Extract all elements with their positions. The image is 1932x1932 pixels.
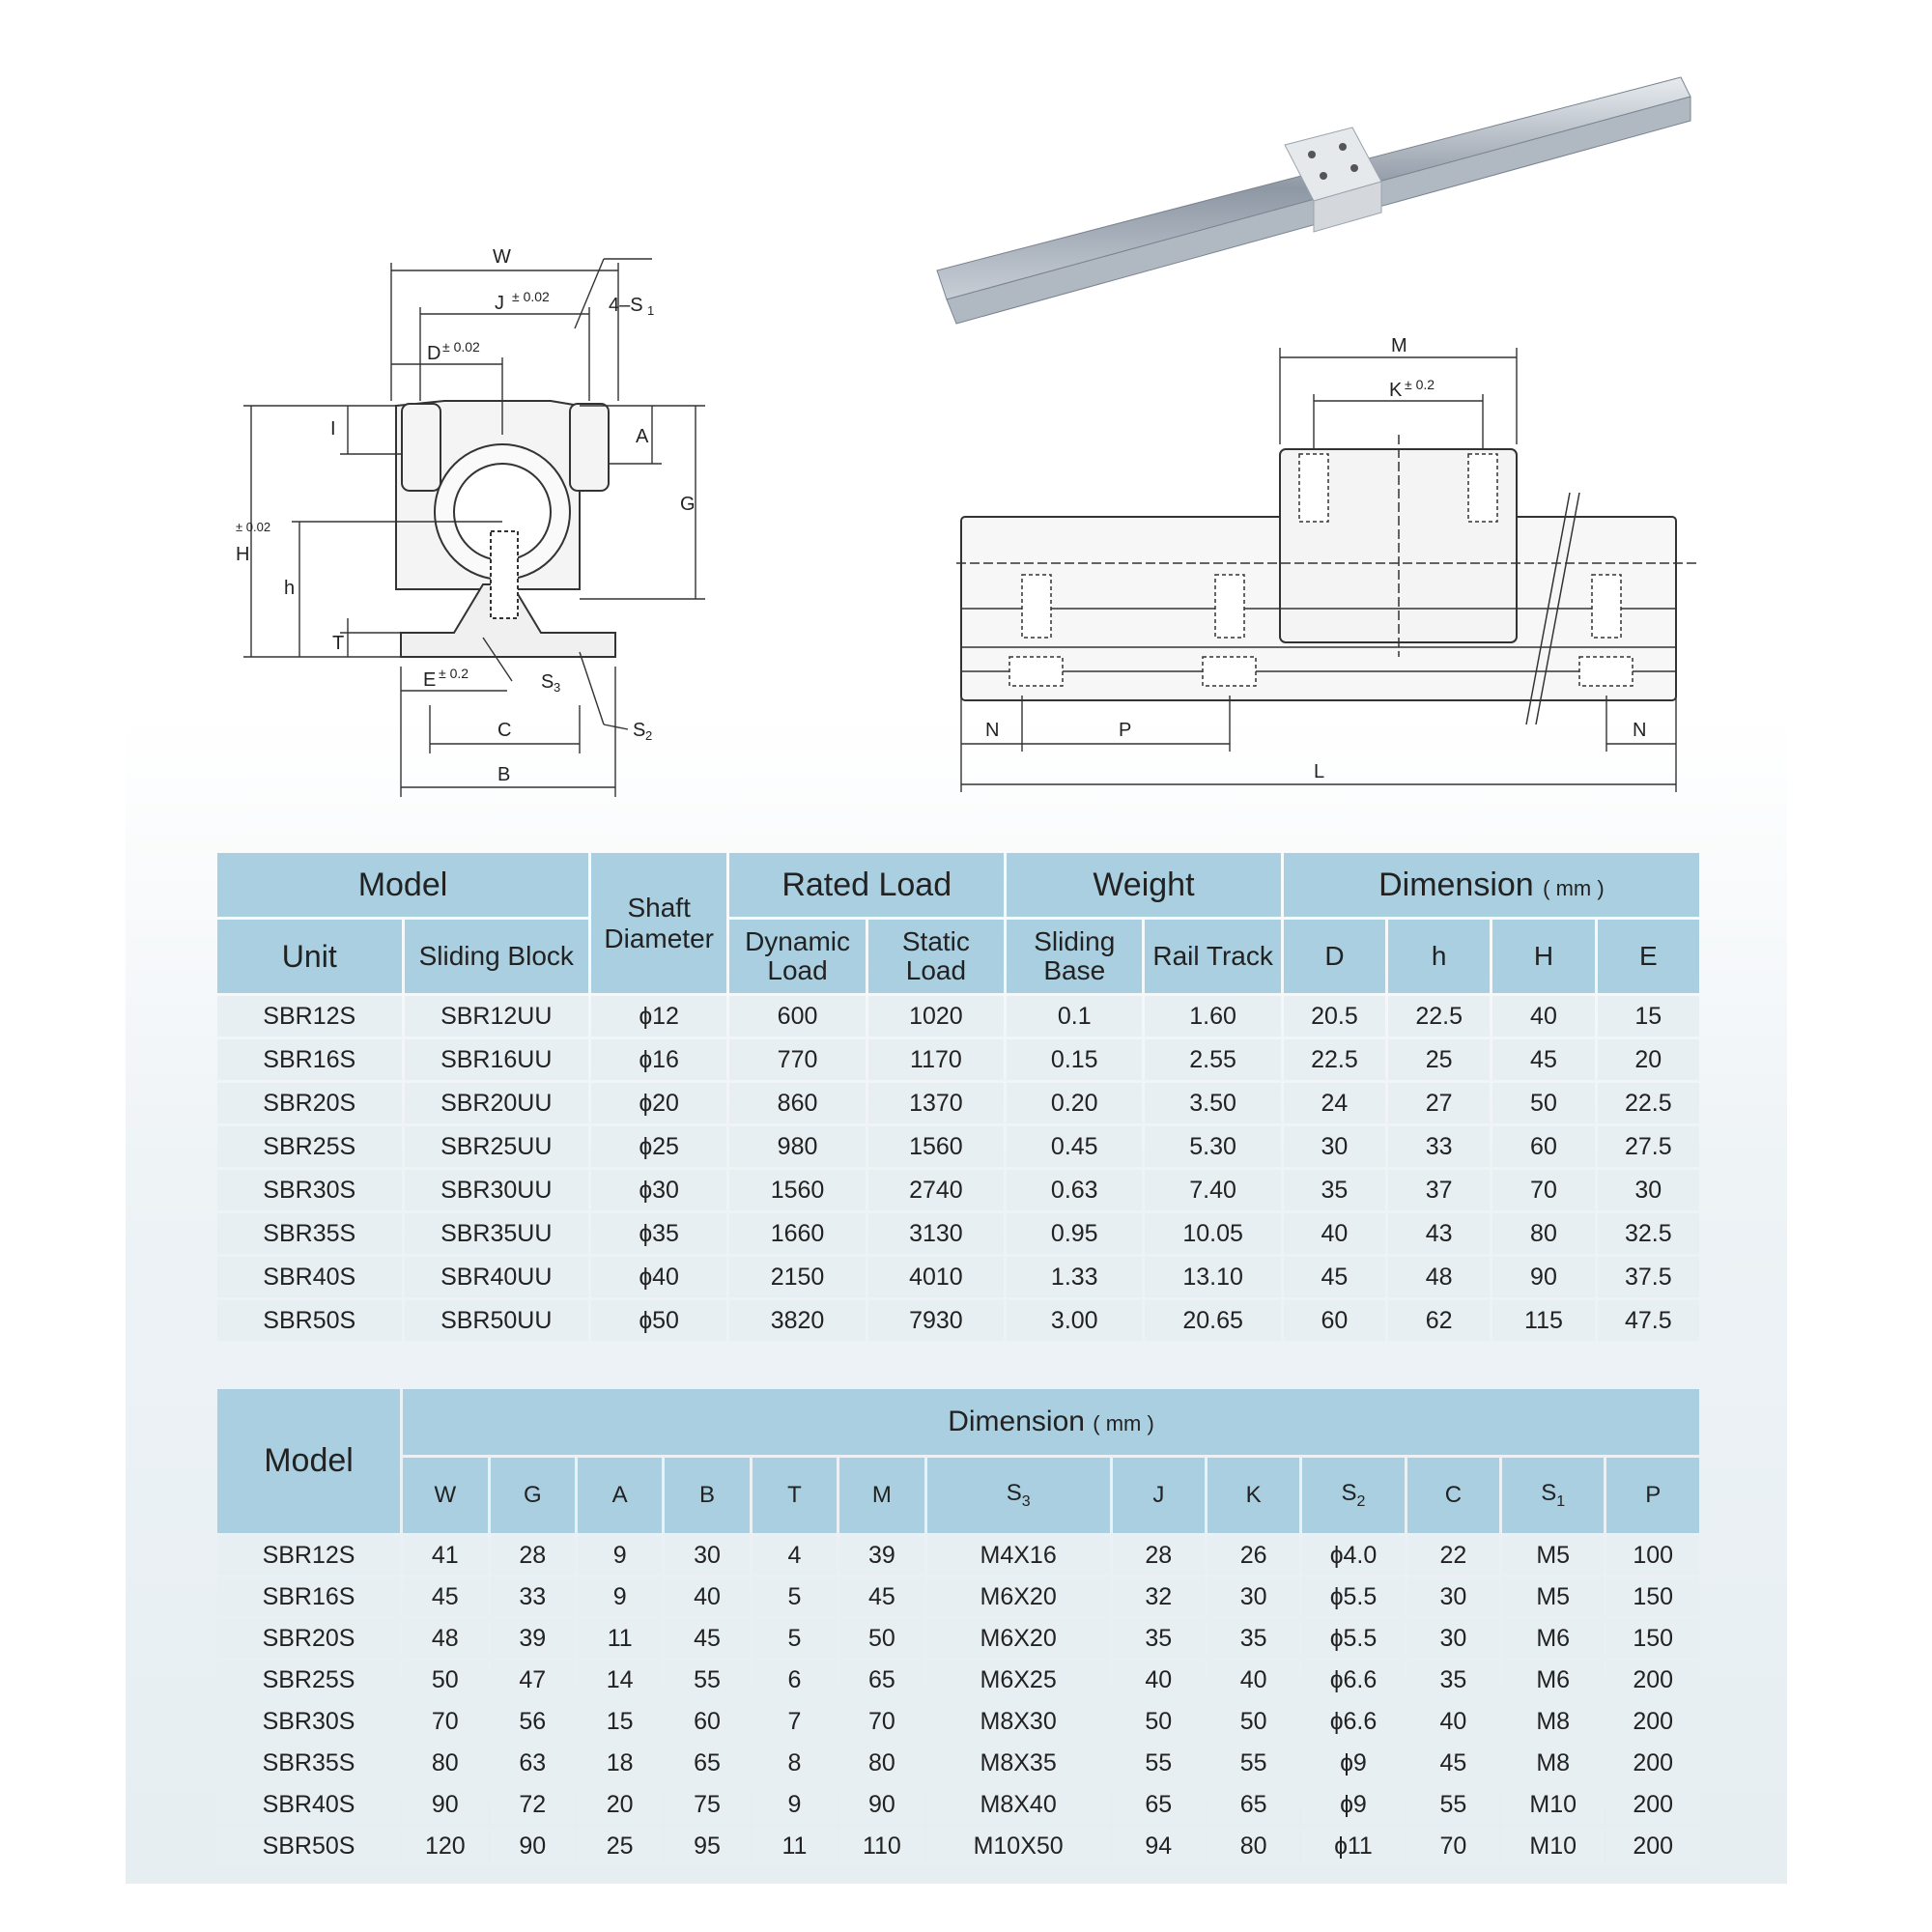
cell-sliding-base: 0.95	[1007, 1213, 1142, 1254]
cell-S3: M8X40	[927, 1785, 1110, 1824]
cell-K: 80	[1208, 1827, 1299, 1865]
cell-rail-track: 3.50	[1145, 1083, 1280, 1123]
cell-A: 25	[578, 1827, 662, 1865]
cell-D: 60	[1284, 1300, 1385, 1341]
cell-P: 200	[1606, 1702, 1699, 1741]
cell-E: 27.5	[1598, 1126, 1699, 1167]
header-col-B: B	[665, 1458, 749, 1533]
cell-B: 30	[665, 1536, 749, 1575]
header-col-C: C	[1407, 1458, 1499, 1533]
label-C: C	[497, 720, 512, 741]
cell-h: 25	[1388, 1039, 1490, 1080]
cell-h: 27	[1388, 1083, 1490, 1123]
cell-unit: SBR40S	[217, 1257, 402, 1297]
cell-W: 70	[403, 1702, 488, 1741]
header-H: H	[1492, 920, 1594, 993]
label-D-tol: ± 0.02	[442, 339, 480, 355]
label-J-tol: ± 0.02	[512, 289, 550, 304]
table-row	[217, 1619, 1699, 1658]
cell-S3: M6X25	[927, 1661, 1110, 1699]
header-col-S2: $S_2$	[1302, 1458, 1404, 1533]
cell-P: 150	[1606, 1619, 1699, 1658]
cell-static: 1020	[868, 996, 1004, 1037]
cell-E: 32.5	[1598, 1213, 1699, 1254]
cell-A: 9	[578, 1536, 662, 1575]
cell-S1: M6	[1502, 1619, 1604, 1658]
cell-B: 95	[665, 1827, 749, 1865]
cell-G: 90	[491, 1827, 575, 1865]
cell-sliding-block: SBR30UU	[405, 1170, 589, 1210]
cell-shaft: ɸ40	[591, 1257, 726, 1297]
table-row	[217, 1536, 1699, 1575]
label-T: T	[332, 633, 345, 654]
cell-shaft: ɸ35	[591, 1213, 726, 1254]
cell-dynamic: 600	[729, 996, 865, 1037]
cell-sliding-block: SBR16UU	[405, 1039, 589, 1080]
cell-h: 37	[1388, 1170, 1490, 1210]
cell-S3: M4X16	[927, 1536, 1110, 1575]
cell-static: 7930	[868, 1300, 1004, 1341]
cross-section-drawing	[222, 242, 724, 811]
cell-T: 5	[753, 1577, 837, 1616]
table-row	[217, 1083, 1699, 1123]
cell-C: 30	[1407, 1619, 1499, 1658]
cell-E: 20	[1598, 1039, 1699, 1080]
rail-image-svg	[927, 68, 1700, 357]
spec-table-dimension	[214, 1386, 1702, 1868]
header-h: h	[1388, 920, 1490, 993]
cross-section-svg	[222, 242, 724, 811]
cell-W: 45	[403, 1577, 488, 1616]
cell-K: 55	[1208, 1744, 1299, 1782]
cell-W: 50	[403, 1661, 488, 1699]
cell-unit: SBR30S	[217, 1170, 402, 1210]
header-dimension-2: Dimension ( mm )	[403, 1389, 1699, 1455]
label-S2-sub: 2	[645, 728, 653, 743]
cell-G: 39	[491, 1619, 575, 1658]
table-row	[217, 996, 1699, 1037]
cell-A: 14	[578, 1661, 662, 1699]
cell-sliding-base: 3.00	[1007, 1300, 1142, 1341]
cell-dynamic: 770	[729, 1039, 865, 1080]
cell-D: 35	[1284, 1170, 1385, 1210]
cell-T: 11	[753, 1827, 837, 1865]
label-K: K	[1389, 380, 1403, 401]
cell-shaft: ɸ25	[591, 1126, 726, 1167]
cell-T: 7	[753, 1702, 837, 1741]
cell-sliding-block: SBR12UU	[405, 996, 589, 1037]
label-E-tol: ± 0.2	[439, 666, 469, 681]
label-A: A	[636, 426, 649, 447]
cell-model: SBR35S	[217, 1744, 400, 1782]
cell-model: SBR20S	[217, 1619, 400, 1658]
cell-sliding-block: SBR35UU	[405, 1213, 589, 1254]
table-row	[217, 1126, 1699, 1167]
cell-static: 1560	[868, 1126, 1004, 1167]
cell-S2: ɸ6.6	[1302, 1702, 1404, 1741]
cell-S1: M8	[1502, 1744, 1604, 1782]
cell-h: 62	[1388, 1300, 1490, 1341]
cell-H: 80	[1492, 1213, 1594, 1254]
table-row	[217, 1170, 1699, 1210]
cell-static: 3130	[868, 1213, 1004, 1254]
header-rail-track: Rail Track	[1145, 920, 1280, 993]
header-D: D	[1284, 920, 1385, 993]
header-col-G: G	[491, 1458, 575, 1533]
cell-B: 60	[665, 1702, 749, 1741]
cell-C: 45	[1407, 1744, 1499, 1782]
cell-unit: SBR20S	[217, 1083, 402, 1123]
cell-T: 5	[753, 1619, 837, 1658]
label-L: L	[1314, 761, 1325, 782]
table1-body	[217, 996, 1699, 1341]
cell-G: 33	[491, 1577, 575, 1616]
table-row	[217, 1300, 1699, 1341]
cell-S2: ɸ5.5	[1302, 1619, 1404, 1658]
cell-sliding-block: SBR20UU	[405, 1083, 589, 1123]
cell-h: 33	[1388, 1126, 1490, 1167]
cell-rail-track: 2.55	[1145, 1039, 1280, 1080]
table-row	[217, 1039, 1699, 1080]
cell-J: 65	[1113, 1785, 1205, 1824]
header-model: Model	[217, 853, 588, 917]
table2-body	[217, 1536, 1699, 1865]
cell-S2: ɸ11	[1302, 1827, 1404, 1865]
cell-rail-track: 20.65	[1145, 1300, 1280, 1341]
cell-B: 75	[665, 1785, 749, 1824]
cell-S2: ɸ5.5	[1302, 1577, 1404, 1616]
cell-A: 9	[578, 1577, 662, 1616]
header-unit: Unit	[217, 920, 402, 993]
table-row	[217, 1213, 1699, 1254]
cell-static: 1370	[868, 1083, 1004, 1123]
cell-shaft: ɸ30	[591, 1170, 726, 1210]
side-view-svg	[956, 338, 1710, 802]
cell-T: 8	[753, 1744, 837, 1782]
cell-M: 65	[839, 1661, 924, 1699]
label-S3-sub: 3	[554, 680, 561, 695]
cell-static: 1170	[868, 1039, 1004, 1080]
header-model-2: Model	[217, 1389, 400, 1533]
table-row	[217, 1661, 1699, 1699]
cell-S3: M10X50	[927, 1827, 1110, 1865]
cell-rail-track: 7.40	[1145, 1170, 1280, 1210]
cell-M: 45	[839, 1577, 924, 1616]
cell-P: 200	[1606, 1785, 1699, 1824]
cell-C: 22	[1407, 1536, 1499, 1575]
cell-T: 9	[753, 1785, 837, 1824]
cell-P: 100	[1606, 1536, 1699, 1575]
cell-W: 48	[403, 1619, 488, 1658]
cell-sliding-base: 0.45	[1007, 1126, 1142, 1167]
cell-E: 15	[1598, 996, 1699, 1037]
cell-sliding-base: 0.15	[1007, 1039, 1142, 1080]
cell-B: 40	[665, 1577, 749, 1616]
cell-S3: M6X20	[927, 1577, 1110, 1616]
cell-C: 40	[1407, 1702, 1499, 1741]
cell-H: 40	[1492, 996, 1594, 1037]
cell-unit: SBR12S	[217, 996, 402, 1037]
label-h: h	[284, 578, 296, 599]
header-rated-load: Rated Load	[729, 853, 1004, 917]
cell-B: 55	[665, 1661, 749, 1699]
cell-dynamic: 3820	[729, 1300, 865, 1341]
cell-M: 90	[839, 1785, 924, 1824]
cell-shaft: ɸ12	[591, 996, 726, 1037]
header-col-P: P	[1606, 1458, 1699, 1533]
label-P: P	[1119, 720, 1132, 741]
cell-P: 200	[1606, 1661, 1699, 1699]
label-S2: S	[633, 720, 646, 741]
cell-dynamic: 1560	[729, 1170, 865, 1210]
cell-J: 32	[1113, 1577, 1205, 1616]
cell-model: SBR50S	[217, 1827, 400, 1865]
cell-rail-track: 1.60	[1145, 996, 1280, 1037]
label-W: W	[493, 246, 511, 268]
cell-E: 22.5	[1598, 1083, 1699, 1123]
cell-sliding-base: 0.63	[1007, 1170, 1142, 1210]
cell-model: SBR12S	[217, 1536, 400, 1575]
header-shaft-diameter: Shaft Diameter	[591, 853, 726, 993]
cell-S2: ɸ4.0	[1302, 1536, 1404, 1575]
cell-W: 90	[403, 1785, 488, 1824]
table2-column-headers	[217, 1458, 1699, 1533]
cell-sliding-base: 0.1	[1007, 996, 1142, 1037]
cell-S1: M6	[1502, 1661, 1604, 1699]
header-sliding-block: Sliding Block	[405, 920, 589, 993]
cell-J: 55	[1113, 1744, 1205, 1782]
cell-K: 65	[1208, 1785, 1299, 1824]
cell-H: 70	[1492, 1170, 1594, 1210]
cell-K: 30	[1208, 1577, 1299, 1616]
header-dimension: Dimension ( mm )	[1284, 853, 1699, 917]
cell-rail-track: 13.10	[1145, 1257, 1280, 1297]
cell-D: 20.5	[1284, 996, 1385, 1037]
cell-D: 30	[1284, 1126, 1385, 1167]
label-B: B	[497, 764, 511, 785]
cell-h: 43	[1388, 1213, 1490, 1254]
label-H-tol: ± 0.02	[236, 520, 271, 534]
cell-M: 110	[839, 1827, 924, 1865]
cell-E: 37.5	[1598, 1257, 1699, 1297]
cell-D: 40	[1284, 1213, 1385, 1254]
cell-shaft: ɸ50	[591, 1300, 726, 1341]
table-row	[217, 1257, 1699, 1297]
table-row	[217, 1827, 1699, 1865]
cell-model: SBR25S	[217, 1661, 400, 1699]
header-col-W: W	[403, 1458, 488, 1533]
cell-sliding-block: SBR50UU	[405, 1300, 589, 1341]
header-col-S1: $S_1$	[1502, 1458, 1604, 1533]
header-col-J: J	[1113, 1458, 1205, 1533]
header-col-A: A	[578, 1458, 662, 1533]
label-J: J	[495, 293, 504, 314]
cell-S2: ɸ6.6	[1302, 1661, 1404, 1699]
cell-J: 94	[1113, 1827, 1205, 1865]
cell-S1: M10	[1502, 1827, 1604, 1865]
cell-model: SBR16S	[217, 1577, 400, 1616]
cell-A: 20	[578, 1785, 662, 1824]
cell-H: 115	[1492, 1300, 1594, 1341]
cell-model: SBR30S	[217, 1702, 400, 1741]
cell-static: 4010	[868, 1257, 1004, 1297]
cell-dynamic: 980	[729, 1126, 865, 1167]
cell-T: 6	[753, 1661, 837, 1699]
cell-unit: SBR16S	[217, 1039, 402, 1080]
cell-B: 45	[665, 1619, 749, 1658]
cell-shaft: ɸ16	[591, 1039, 726, 1080]
cell-dynamic: 2150	[729, 1257, 865, 1297]
cell-rail-track: 5.30	[1145, 1126, 1280, 1167]
cell-S2: ɸ9	[1302, 1785, 1404, 1824]
cell-J: 50	[1113, 1702, 1205, 1741]
cell-shaft: ɸ20	[591, 1083, 726, 1123]
header-static-load: Static Load	[868, 920, 1004, 993]
cell-G: 63	[491, 1744, 575, 1782]
spec-table-load	[214, 850, 1702, 1344]
cell-H: 60	[1492, 1126, 1594, 1167]
cell-T: 4	[753, 1536, 837, 1575]
cell-M: 80	[839, 1744, 924, 1782]
cell-h: 48	[1388, 1257, 1490, 1297]
cell-sliding-base: 0.20	[1007, 1083, 1142, 1123]
cell-unit: SBR50S	[217, 1300, 402, 1341]
cell-J: 40	[1113, 1661, 1205, 1699]
cell-D: 45	[1284, 1257, 1385, 1297]
cell-S3: M8X30	[927, 1702, 1110, 1741]
cell-S3: M8X35	[927, 1744, 1110, 1782]
cell-h: 22.5	[1388, 996, 1490, 1037]
label-S1: 4–S	[609, 295, 643, 316]
table-row	[217, 1785, 1699, 1824]
header-sliding-base: Sliding Base	[1007, 920, 1142, 993]
cell-D: 24	[1284, 1083, 1385, 1123]
header-E: E	[1598, 920, 1699, 993]
cell-E: 47.5	[1598, 1300, 1699, 1341]
header-col-K: K	[1208, 1458, 1299, 1533]
label-M: M	[1391, 338, 1407, 356]
header-weight: Weight	[1007, 853, 1281, 917]
label-N-right: N	[1633, 720, 1647, 741]
table-row	[217, 1702, 1699, 1741]
cell-W: 120	[403, 1827, 488, 1865]
cell-W: 41	[403, 1536, 488, 1575]
cell-rail-track: 10.05	[1145, 1213, 1280, 1254]
label-I: I	[330, 418, 336, 440]
header-dynamic-load: Dynamic Load	[729, 920, 865, 993]
cell-H: 90	[1492, 1257, 1594, 1297]
cell-C: 70	[1407, 1827, 1499, 1865]
cell-A: 11	[578, 1619, 662, 1658]
cell-static: 2740	[868, 1170, 1004, 1210]
header-col-T: T	[753, 1458, 837, 1533]
side-view-drawing	[956, 338, 1710, 802]
cell-M: 39	[839, 1536, 924, 1575]
cell-sliding-block: SBR25UU	[405, 1126, 589, 1167]
label-D: D	[427, 343, 441, 364]
header-col-S3: $S_3$	[927, 1458, 1110, 1533]
table-row	[217, 1577, 1699, 1616]
cell-H: 45	[1492, 1039, 1594, 1080]
label-E: E	[423, 669, 437, 691]
cell-P: 150	[1606, 1577, 1699, 1616]
cell-sliding-block: SBR40UU	[405, 1257, 589, 1297]
label-S1-sub: 1	[647, 303, 655, 318]
cell-B: 65	[665, 1744, 749, 1782]
label-H: H	[236, 544, 250, 565]
cell-M: 70	[839, 1702, 924, 1741]
label-N-left: N	[985, 720, 1000, 741]
cell-S1: M10	[1502, 1785, 1604, 1824]
cell-J: 35	[1113, 1619, 1205, 1658]
cell-E: 30	[1598, 1170, 1699, 1210]
cell-J: 28	[1113, 1536, 1205, 1575]
cell-C: 35	[1407, 1661, 1499, 1699]
cell-G: 56	[491, 1702, 575, 1741]
cell-P: 200	[1606, 1827, 1699, 1865]
cell-dynamic: 860	[729, 1083, 865, 1123]
cell-P: 200	[1606, 1744, 1699, 1782]
cell-M: 50	[839, 1619, 924, 1658]
cell-C: 55	[1407, 1785, 1499, 1824]
product-photo	[927, 68, 1700, 357]
cell-model: SBR40S	[217, 1785, 400, 1824]
cell-sliding-base: 1.33	[1007, 1257, 1142, 1297]
cell-dynamic: 1660	[729, 1213, 865, 1254]
cell-S1: M5	[1502, 1536, 1604, 1575]
cell-H: 50	[1492, 1083, 1594, 1123]
cell-C: 30	[1407, 1577, 1499, 1616]
table-row	[217, 1744, 1699, 1782]
cell-G: 28	[491, 1536, 575, 1575]
label-G: G	[680, 494, 696, 515]
cell-K: 50	[1208, 1702, 1299, 1741]
cell-K: 35	[1208, 1619, 1299, 1658]
header-col-M: M	[839, 1458, 924, 1533]
cell-G: 72	[491, 1785, 575, 1824]
cell-S2: ɸ9	[1302, 1744, 1404, 1782]
cell-S1: M5	[1502, 1577, 1604, 1616]
cell-K: 40	[1208, 1661, 1299, 1699]
cell-D: 22.5	[1284, 1039, 1385, 1080]
cell-K: 26	[1208, 1536, 1299, 1575]
cell-S1: M8	[1502, 1702, 1604, 1741]
cell-A: 15	[578, 1702, 662, 1741]
cell-G: 47	[491, 1661, 575, 1699]
cell-A: 18	[578, 1744, 662, 1782]
label-K-tol: ± 0.2	[1405, 377, 1435, 392]
cell-unit: SBR35S	[217, 1213, 402, 1254]
cell-W: 80	[403, 1744, 488, 1782]
cell-unit: SBR25S	[217, 1126, 402, 1167]
label-S3: S	[541, 671, 554, 693]
cell-S3: M6X20	[927, 1619, 1110, 1658]
